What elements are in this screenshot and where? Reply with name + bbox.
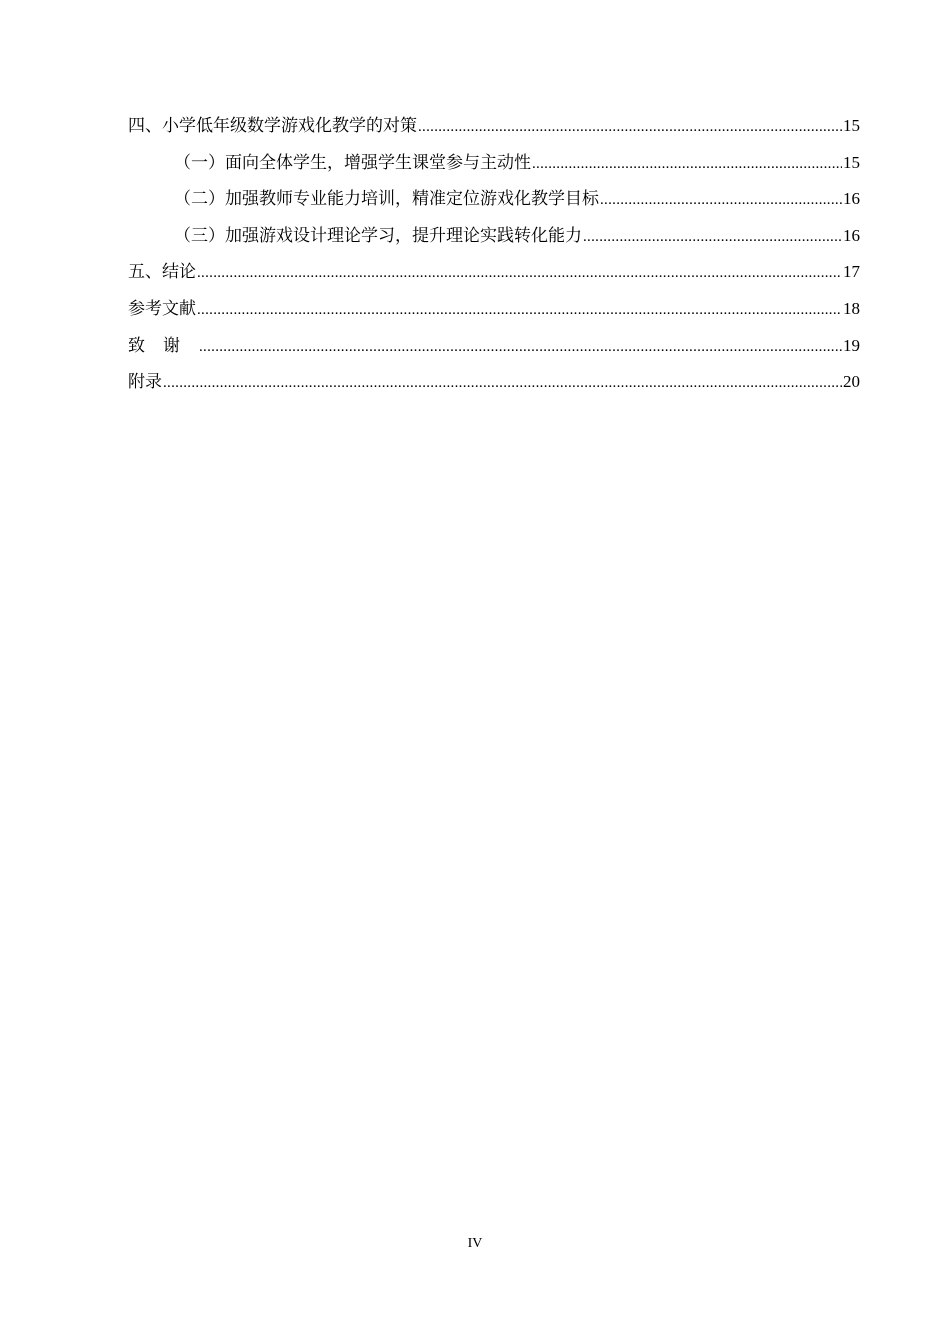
toc-entry-acknowledgements[interactable] bbox=[128, 328, 860, 365]
toc-entry-page: 16 bbox=[843, 225, 860, 245]
dot-leader bbox=[532, 146, 842, 183]
toc-entry-section-4-1[interactable] bbox=[128, 145, 860, 182]
toc-entry-title: 附录 bbox=[128, 372, 162, 393]
dot-leader bbox=[418, 109, 842, 146]
toc-entry-title: 参考文献 bbox=[128, 298, 196, 319]
toc-entry-number: 四、 bbox=[128, 116, 162, 136]
toc-entry-title: 面向全体学生，增强学生课堂参与主动性 bbox=[225, 152, 531, 173]
toc-entry-section-4-3[interactable] bbox=[128, 218, 860, 255]
toc-entry-title: 结论 bbox=[162, 262, 196, 283]
dot-leader bbox=[197, 255, 842, 292]
toc-entry-title: 加强游戏设计理论学习，提升理论实践转化能力 bbox=[225, 225, 582, 246]
toc-entry-number: （二） bbox=[174, 189, 225, 210]
dot-leader bbox=[600, 182, 842, 219]
toc-entry-page: 18 bbox=[843, 298, 860, 318]
dot-leader bbox=[197, 292, 842, 329]
toc-entry-chapter-4[interactable] bbox=[128, 108, 860, 145]
toc-entry-references[interactable] bbox=[128, 291, 860, 328]
toc-entry-page: 17 bbox=[843, 262, 860, 282]
toc-entry-page: 19 bbox=[843, 335, 860, 355]
dot-leader bbox=[199, 329, 842, 366]
toc-entry-page: 15 bbox=[843, 116, 860, 135]
toc-entry-page: 15 bbox=[843, 152, 860, 172]
toc-entry-page: 20 bbox=[843, 372, 860, 392]
toc-entry-title: 加强教师专业能力培训，精准定位游戏化教学目标 bbox=[225, 189, 599, 210]
toc-entry-number: （一） bbox=[174, 152, 225, 173]
toc-entry-title: 致谢 bbox=[128, 335, 198, 356]
toc-entry-title: 小学低年级数学游戏化教学的对策 bbox=[162, 116, 417, 136]
dot-leader bbox=[163, 365, 842, 402]
table-of-contents bbox=[128, 108, 860, 401]
toc-entry-number: （三） bbox=[174, 225, 225, 246]
toc-entry-chapter-5[interactable] bbox=[128, 254, 860, 291]
toc-entry-number: 五、 bbox=[128, 262, 162, 283]
page-number: IV bbox=[467, 1236, 483, 1251]
toc-entry-section-4-2[interactable] bbox=[128, 181, 860, 218]
toc-entry-page: 16 bbox=[843, 189, 860, 209]
dot-leader bbox=[583, 219, 842, 256]
toc-entry-appendix[interactable] bbox=[128, 364, 860, 401]
